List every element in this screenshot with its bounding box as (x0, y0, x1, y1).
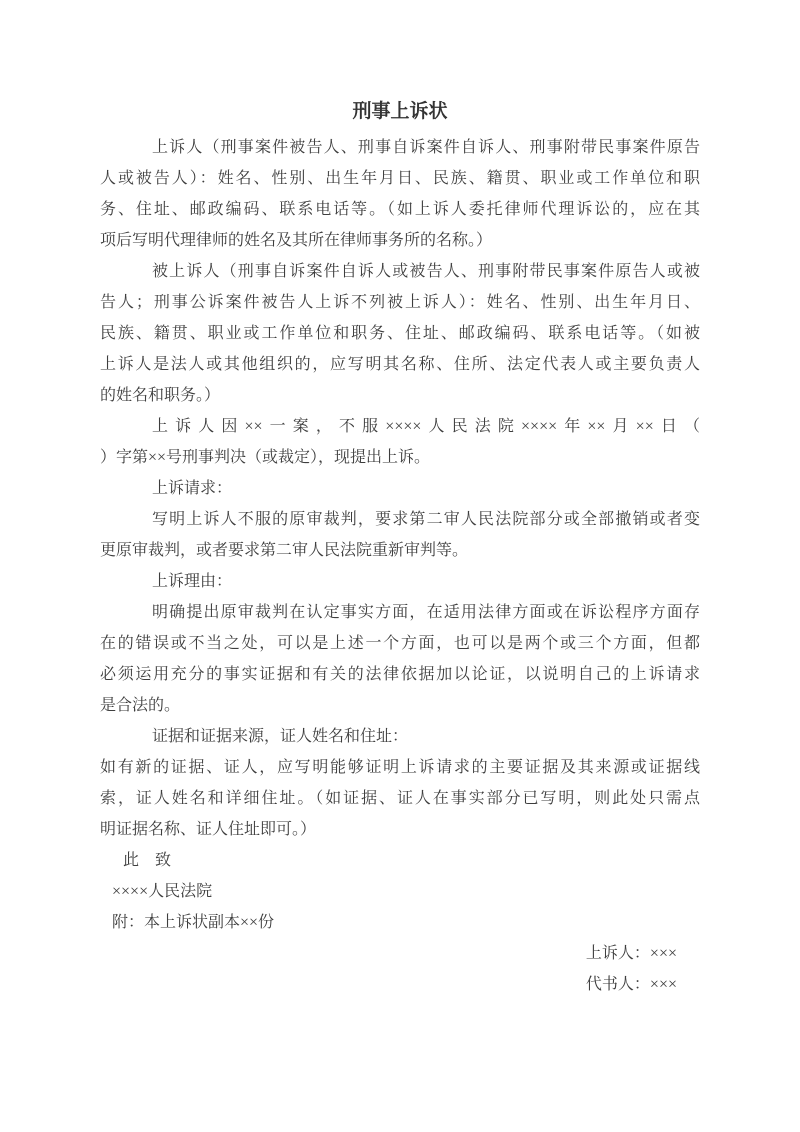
paragraph-line: 明确提出原审裁判在认定事实方面，在适用法律方面或在诉讼程序方面存 (152, 604, 700, 621)
paragraph-line: 民族、籍贯、职业或工作单位和职务、住址、邮政编码、联系电话等。（如被 (100, 325, 700, 342)
paragraph-line: 务、住址、邮政编码、联系电话等。（如上诉人委托律师代理诉讼的，应在其 (100, 201, 700, 218)
paragraph-line: 在的错误或不当之处，可以是上述一个方面，也可以是两个或三个方面，但都 (100, 635, 700, 652)
paragraph-line: 更原审裁判，或者要求第二审人民法院重新审判等。 (100, 542, 469, 559)
closing-salute: 此 致 (123, 852, 172, 869)
court-name: ××××人民法院 (112, 883, 213, 900)
document-title: 刑事上诉状 (352, 101, 448, 122)
section-heading: 上诉请求： (152, 480, 233, 497)
paragraph-line: 写明上诉人不服的原审裁判，要求第二审人民法院部分或全部撤销或者变 (152, 511, 700, 528)
paragraph-line: 上诉人（刑事案件被告人、刑事自诉案件自诉人、刑事附带民事案件原告 (152, 139, 700, 156)
paragraph-line: 上诉人因××一案，不服××××人民法院××××年××月××日（ (152, 418, 700, 435)
section-heading: 证据和证据来源，证人姓名和住址： (152, 728, 409, 745)
paragraph-line: 索，证人姓名和详细住址。（如证据、证人在事实部分已写明，则此处只需点 (100, 790, 700, 807)
paragraph-line: 项后写明代理律师的姓名及其所在律师事务所的名称。） (100, 232, 493, 249)
paragraph-line: 必须运用充分的事实证据和有关的法律依据加以论证，以说明自己的上诉请求 (100, 666, 700, 683)
paragraph-line: 是合法的。 (100, 697, 181, 714)
paragraph-line: 明证据名称、证人住址即可。） (100, 821, 317, 838)
paragraph-line: 被上诉人（刑事自诉案件自诉人或被告人、刑事附带民事案件原告人或被 (152, 263, 700, 280)
paragraph-line: 人或被告人）：姓名、性别、出生年月日、民族、籍贯、职业或工作单位和职 (100, 170, 700, 187)
paragraph-line: 告人；刑事公诉案件被告人上诉不列被上诉人）：姓名、性别、出生年月日、 (100, 294, 700, 311)
paragraph-line: 上诉人是法人或其他组织的，应写明其名称、住所、法定代表人或主要负责人 (100, 356, 700, 373)
attachment-note: 附：本上诉状副本××份 (112, 914, 275, 931)
section-heading: 上诉理由： (152, 573, 233, 590)
paragraph-line: 如有新的证据、证人，应写明能够证明上诉请求的主要证据及其来源或证据线 (100, 759, 700, 776)
signature-line: 代书人：××× (585, 976, 677, 993)
document-body (100, 132, 700, 1000)
paragraph-line: ）字第××号刑事判决（或裁定），现提出上诉。 (100, 449, 431, 466)
signature-line: 上诉人：××× (585, 945, 677, 962)
paragraph-line: 的姓名和职务。） (100, 387, 221, 404)
